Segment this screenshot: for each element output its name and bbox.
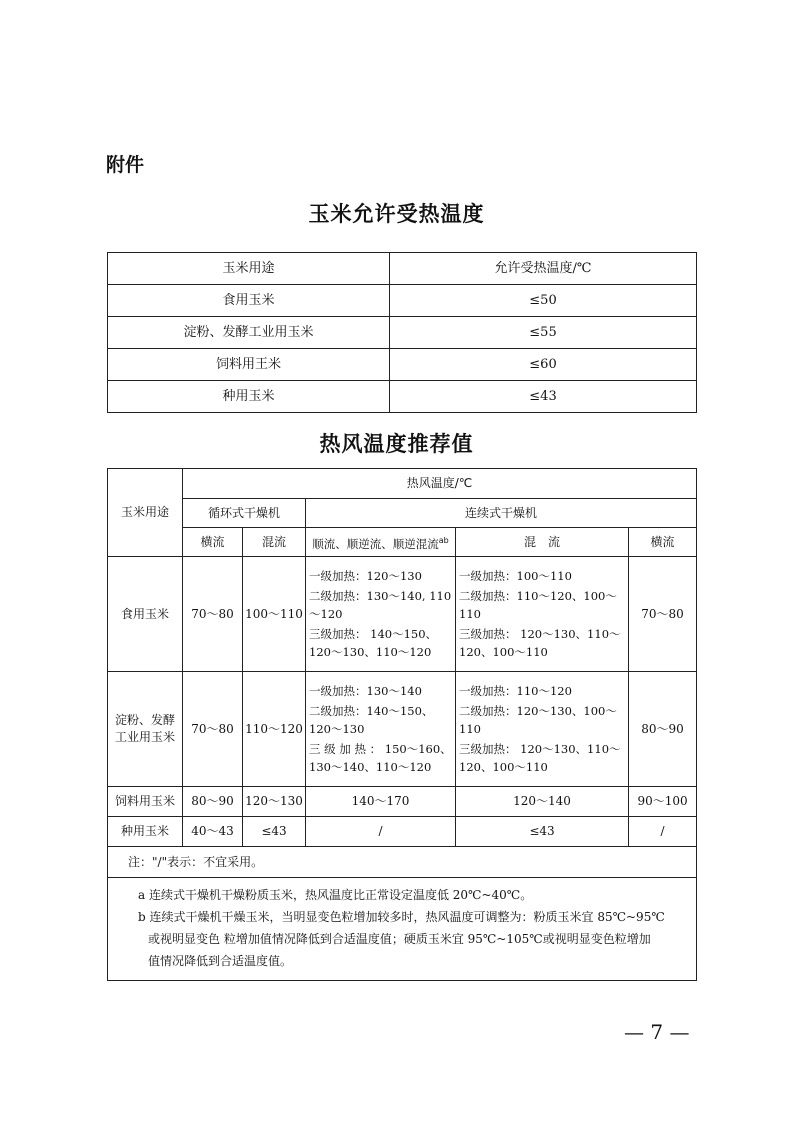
footnote-b-line: 值情况降低到合适温度值。 (148, 954, 293, 968)
temperature-cell: ≤50 (390, 285, 697, 317)
value-cell: 80～90 (629, 672, 697, 787)
footnote-b-line: b 连续式干燥机干燥玉米，当明显变色粒增加较多时，热风温度可调整为：粉质玉米宜 85℃~95℃ (138, 910, 665, 924)
subheader-mixed-flow-continuous: 混 流 (456, 528, 629, 557)
stage-line: 三级加热： 120～130、110～120、100～110 (459, 742, 621, 774)
subheader-concurrent-flow (306, 528, 456, 557)
usage-label-line: 淀粉、发酵 (114, 713, 175, 727)
temperature-cell: ≤55 (390, 317, 697, 349)
stage-line: 一级加热：130～140 (309, 684, 422, 698)
usage-cell: 种用玉米 (108, 817, 183, 847)
subheader-mixed-flow: 混流 (243, 528, 306, 557)
usage-cell: 种用玉米 (108, 381, 390, 413)
value-cell: 120～140 (456, 787, 629, 817)
value-cell: 120～130 (243, 787, 306, 817)
footnote-b-line: 或视明显变色 粒增加值情况降低到合适温度值；硬质玉米宜 95℃~105℃或视明显变色粒增加 (148, 932, 651, 946)
value-cell: / (629, 817, 697, 847)
stage-heating-cell (456, 672, 629, 787)
table-header-row (108, 499, 697, 528)
value-cell: 140～170 (306, 787, 456, 817)
stage-line: 二级加热：110～120、100～110 (459, 589, 617, 621)
table-note-row (108, 847, 697, 878)
stage-line: 三级加热： 140～150、120～130、110～120 (309, 627, 438, 659)
footnote-b (138, 906, 666, 972)
attachment-label: 附件 (106, 154, 145, 176)
stage-heating-cell (306, 672, 456, 787)
table-row (108, 817, 697, 847)
subheader-concurrent-label: 顺流、顺逆流、顺逆混流 (312, 536, 439, 551)
stage-line: 二级加热：130～140, 110～120 (309, 589, 452, 621)
stage-line: 一级加热：110～120 (459, 684, 572, 698)
usage-cell (108, 672, 183, 787)
circulating-dryer-header: 循环式干燥机 (183, 499, 306, 528)
footnote-marker-ab: ab (438, 535, 449, 545)
table-row (108, 787, 697, 817)
table2-title: 热风温度推荐值 (319, 432, 474, 456)
continuous-dryer-header: 连续式干燥机 (306, 499, 697, 528)
footnote-a: a 连续式干燥机干燥粉质玉米，热风温度比正常设定温度低 20℃~40℃。 (138, 888, 533, 902)
value-cell: 80～90 (183, 787, 243, 817)
corner-header: 玉米用途 (108, 469, 183, 557)
value-cell: ≤43 (456, 817, 629, 847)
stage-line: 二级加热：120～130、100～110 (459, 704, 617, 736)
temperature-cell: ≤60 (390, 349, 697, 381)
temperature-cell: ≤43 (390, 381, 697, 413)
table-header-row (108, 253, 697, 285)
usage-label-line: 工业用玉米 (114, 730, 175, 744)
value-cell: 110～120 (243, 672, 306, 787)
usage-cell: 食用玉米 (108, 285, 390, 317)
table-row (108, 285, 697, 317)
stage-heating-cell (456, 557, 629, 672)
footnotes-cell (108, 878, 697, 981)
table-row (108, 317, 697, 349)
page-number: — 7 — (624, 1020, 690, 1044)
table-row (108, 381, 697, 413)
subheader-cross-flow: 横流 (183, 528, 243, 557)
table-header-row (108, 528, 697, 557)
value-cell: 70～80 (183, 557, 243, 672)
table-row (108, 672, 697, 787)
header-temperature: 允许受热温度/℃ (390, 253, 697, 285)
table-header-row (108, 469, 697, 499)
usage-cell: 淀粉、发酵工业用玉米 (108, 317, 390, 349)
value-cell: / (306, 817, 456, 847)
value-cell: 90～100 (629, 787, 697, 817)
hot-air-temperature-table (107, 468, 697, 981)
table-row (108, 349, 697, 381)
stage-line: 一级加热：120～130 (309, 569, 422, 583)
usage-cell: 饲料用王米 (108, 349, 390, 381)
value-cell: 100～110 (243, 557, 306, 672)
value-cell: ≤43 (243, 817, 306, 847)
hot-air-temperature-header: 热风温度/℃ (183, 469, 697, 499)
stage-line: 二级加热：140～150、120～130 (309, 704, 434, 736)
table-row (108, 557, 697, 672)
header-usage: 玉米用途 (108, 253, 390, 285)
table1-title: 玉米允许受热温度 (308, 202, 485, 226)
table-footnote-row (108, 878, 697, 981)
stage-line: 三级加热： 120～130、110～120、100～110 (459, 627, 621, 659)
stage-heating-cell (306, 557, 456, 672)
allowed-heat-temperature-table (107, 252, 697, 413)
stage-line: 一级加热：100～110 (459, 569, 572, 583)
usage-cell: 饲料用玉米 (108, 787, 183, 817)
value-cell: 70～80 (183, 672, 243, 787)
value-cell: 70～80 (629, 557, 697, 672)
table-note: 注："/"表示：不宜采用。 (108, 847, 697, 878)
usage-cell: 食用玉米 (108, 557, 183, 672)
stage-line: 三 级 加 热 ： 150～160、130～140、110～120 (309, 742, 452, 774)
subheader-cross-flow-continuous: 横流 (629, 528, 697, 557)
value-cell: 40～43 (183, 817, 243, 847)
